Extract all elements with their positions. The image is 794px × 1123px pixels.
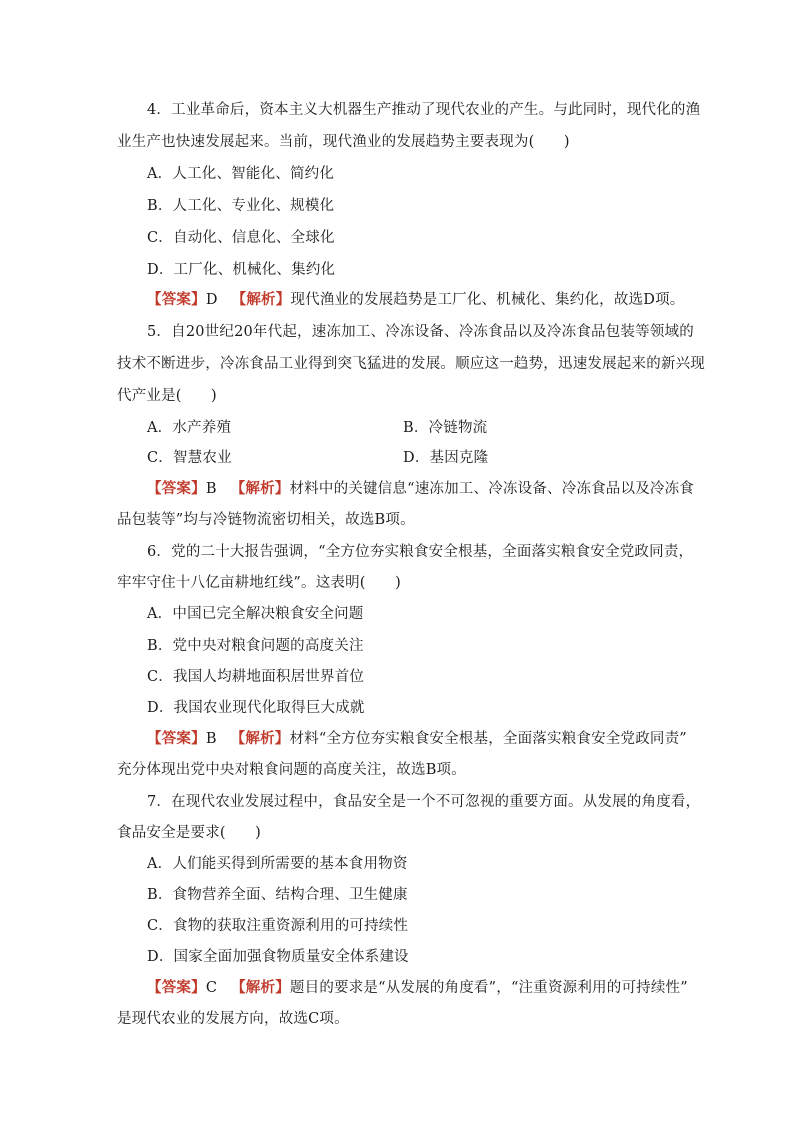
q7-answer: C	[205, 980, 218, 996]
analysis-label: 【解析】	[231, 291, 291, 308]
q5-option-b: B．冷链物流	[403, 420, 488, 436]
answer-label: 【答案】	[147, 979, 206, 996]
q5-stem-line-3: 代产业是( )	[117, 388, 217, 404]
q7-stem-line-1: 7．在现代农业发展过程中，食品安全是一个不可忽视的重要方面。从发展的角度看，	[147, 794, 701, 810]
q6-stem-line-1: 6．党的二十大报告强调，“全方位夯实粮食安全根基，全面落实粮食安全党政同责，	[147, 544, 694, 560]
q5-option-a: A．水产养殖	[147, 420, 232, 436]
q4-answer-line	[147, 290, 684, 310]
q6-answer-line	[147, 729, 687, 749]
q4-option-b: B．人工化、专业化、规模化	[147, 198, 335, 214]
q5-stem-line-2: 技术不断进步，冷冻食品工业得到突飞猛进的发展。顺应这一趋势，迅速发展起来的新兴现	[117, 356, 705, 372]
q4-answer: D	[205, 292, 218, 308]
analysis-label: 【解析】	[230, 480, 290, 497]
q4-option-d: D．工厂化、机械化、集约化	[147, 262, 336, 278]
q5-answer: B	[205, 481, 217, 497]
q5-analysis-1: 材料中的关键信息“速冻加工、冷冻设备、冷冻食品以及冷冻食	[289, 481, 694, 497]
q5-analysis-line-2: 品包装等”均与冷链物流密切相关，故选B项。	[117, 512, 415, 528]
answer-label: 【答案】	[147, 480, 206, 497]
q4-option-c: C．自动化、信息化、全球化	[147, 230, 335, 246]
answer-label: 【答案】	[147, 291, 206, 308]
q7-option-c: C．食物的获取注重资源利用的可持续性	[147, 918, 409, 934]
q7-answer-line	[147, 978, 688, 998]
q5-option-d: D．基因克隆	[403, 450, 489, 466]
q4-option-a: A．人工化、智能化、简约化	[147, 166, 335, 182]
q5-answer-line	[147, 479, 694, 499]
q5-stem-line-1: 5．自20世纪20年代起，速冻加工、冷冻设备、冷冻食品以及冷冻食品包装等领域的	[147, 324, 694, 340]
q6-option-c: C．我国人均耕地面积居世界首位	[147, 669, 365, 685]
q4-stem-line-2: 业生产也快速发展起来。当前，现代渔业的发展趋势主要表现为( )	[117, 134, 570, 150]
q4-stem-line-1: 4．工业革命后，资本主义大机器生产推动了现代农业的产生。与此同时，现代化的渔	[147, 102, 701, 118]
q7-analysis-line-2: 是现代农业的发展方向，故选C项。	[117, 1011, 349, 1027]
q4-analysis: 现代渔业的发展趋势是工厂化、机械化、集约化，故选D项。	[290, 292, 685, 308]
q6-option-b: B．党中央对粮食问题的高度关注	[147, 638, 364, 654]
q6-answer: B	[205, 731, 217, 747]
q7-analysis-1: 题目的要求是“从发展的角度看”，“注重资源利用的可持续性”	[289, 980, 688, 996]
q7-option-d: D．国家全面加强食物质量安全体系建设	[147, 949, 409, 965]
analysis-label: 【解析】	[231, 979, 290, 996]
q7-option-a: A．人们能买得到所需要的基本食用物资	[147, 856, 408, 872]
answer-label: 【答案】	[147, 730, 206, 747]
q5-option-c: C．智慧农业	[147, 450, 232, 466]
analysis-label: 【解析】	[230, 730, 290, 747]
q6-stem-line-2: 牢牢守住十八亿亩耕地红线”。这表明( )	[117, 575, 401, 591]
q6-option-a: A．中国已完全解决粮食安全问题	[147, 606, 364, 622]
q6-option-d: D．我国农业现代化取得巨大成就	[147, 700, 365, 716]
q6-analysis-line-2: 充分体现出党中央对粮食问题的高度关注，故选B项。	[117, 762, 466, 778]
q6-analysis-1: 材料“全方位夯实粮食安全根基，全面落实粮食安全党政同责”	[289, 731, 687, 747]
q7-option-b: B．食物营养全面、结构合理、卫生健康	[147, 887, 408, 903]
q7-stem-line-2: 食品安全是要求( )	[117, 825, 262, 841]
